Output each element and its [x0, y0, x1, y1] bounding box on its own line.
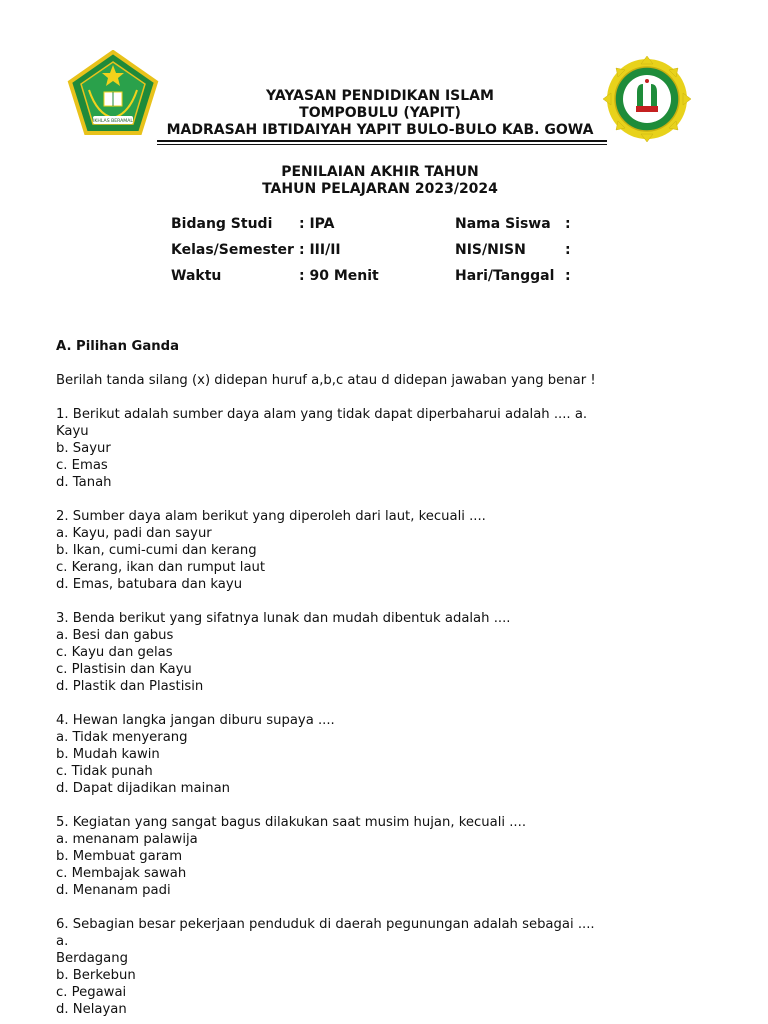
date-value: :	[565, 268, 571, 284]
question-text-cont: Berdagang	[56, 951, 128, 966]
option-c: c. Membajak sawah	[56, 866, 187, 881]
question-text: 6. Sebagian besar pekerjaan penduduk di daerah pegunungan adalah sebagai .... a.	[56, 917, 595, 949]
subject-label: Bidang Studi	[171, 216, 273, 232]
student-name-label: Nama Siswa	[455, 216, 551, 232]
instruction-text: Berilah tanda silang (x) didepan huruf a,b,c atau d didepan jawaban yang benar !	[56, 373, 596, 388]
question-2	[56, 508, 596, 593]
option-d: d. Dapat dijadikan mainan	[56, 781, 231, 796]
header-rule-thick	[157, 140, 607, 142]
option-c: c. Kerang, ikan dan rumput laut	[56, 560, 266, 575]
class-label: Kelas/Semester	[171, 242, 294, 258]
left-logo-text: IKHLAS BERAMAL	[93, 119, 133, 124]
foundation-name: YAYASAN PENDIDIKAN ISLAM	[266, 88, 494, 104]
question-4	[56, 712, 596, 797]
option-b: b. Berkebun	[56, 968, 136, 983]
nis-value: :	[565, 242, 571, 258]
date-label: Hari/Tanggal	[455, 268, 555, 284]
option-a: a. Besi dan gabus	[56, 628, 174, 643]
question-5	[56, 814, 596, 899]
school-name: MADRASAH IBTIDAIYAH YAPIT BULO-BULO KAB. GOWA	[166, 122, 594, 138]
section-title: A. Pilihan Ganda	[56, 339, 179, 354]
option-b: b. Mudah kawin	[56, 747, 160, 762]
option-c: c. Plastisin dan Kayu	[56, 662, 192, 677]
option-b: c. Kayu dan gelas	[56, 645, 173, 660]
option-b: b. Ikan, cumi-cumi dan kerang	[56, 543, 257, 558]
question-text: 2. Sumber daya alam berikut yang diperoleh dari laut, kecuali ....	[56, 509, 486, 524]
header-rule-thin	[157, 144, 607, 145]
question-text: 3. Benda berikut yang sifatnya lunak dan mudah dibentuk adalah ....	[56, 611, 511, 626]
question-text: 1. Berikut adalah sumber daya alam yang tidak dapat diperbaharui adalah .... a.	[56, 407, 588, 422]
option-d: d. Tanah	[56, 475, 112, 490]
question-1	[56, 406, 596, 491]
option-d: d. Plastik dan Plastisin	[56, 679, 204, 694]
time-label: Waktu	[171, 268, 222, 284]
option-c: c. Pegawai	[56, 985, 127, 1000]
student-name-value: :	[565, 216, 571, 232]
exam-content	[56, 338, 596, 1018]
option-a: a. Tidak menyerang	[56, 730, 188, 745]
subject-value: : IPA	[299, 216, 335, 232]
option-c: c. Emas	[56, 458, 108, 473]
option-b: b. Membuat garam	[56, 849, 183, 864]
option-c: c. Tidak punah	[56, 764, 153, 779]
option-b: b. Sayur	[56, 441, 111, 456]
question-3	[56, 610, 596, 695]
question-6	[56, 916, 596, 1018]
option-d: d. Emas, batubara dan kayu	[56, 577, 243, 592]
question-text: 5. Kegiatan yang sangat bagus dilakukan saat musim hujan, kecuali ....	[56, 815, 527, 830]
option-d: d. Nelayan	[56, 1002, 127, 1017]
option-a: a. Kayu, padi dan sayur	[56, 526, 212, 541]
nis-label: NIS/NISN	[455, 242, 526, 258]
question-text-cont: Kayu	[56, 424, 89, 439]
exam-year: TAHUN PELAJARAN 2023/2024	[262, 181, 498, 197]
class-value: : III/II	[299, 242, 341, 258]
time-value: : 90 Menit	[299, 268, 379, 284]
option-a: a. menanam palawija	[56, 832, 198, 847]
question-text: 4. Hewan langka jangan diburu supaya ....	[56, 713, 335, 728]
foundation-subname: TOMPOBULU (YAPIT)	[299, 105, 461, 121]
exam-title: PENILAIAN AKHIR TAHUN	[281, 164, 479, 180]
option-d: d. Menanam padi	[56, 883, 171, 898]
